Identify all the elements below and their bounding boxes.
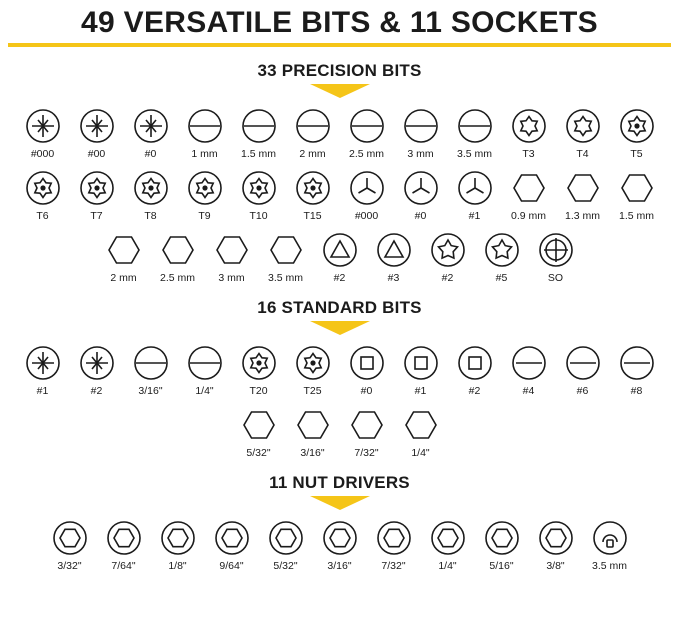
bit-row <box>0 518 679 572</box>
nut-driver-icon <box>158 518 198 558</box>
bit-label: T5 <box>630 148 643 160</box>
page-title: 49 VERSATILE BITS & 11 SOCKETS <box>81 6 598 39</box>
bit-label: 3/32" <box>57 560 82 572</box>
triangle-bit-icon <box>374 230 414 270</box>
bit-label: 3/16" <box>138 385 163 397</box>
torx-security-bit-icon <box>617 106 657 146</box>
sections-container <box>0 61 679 572</box>
hex-bit-icon <box>347 405 387 445</box>
bit-label: 1/8" <box>168 560 187 572</box>
bit-label: 7/32" <box>381 560 406 572</box>
slotted-bit-icon <box>239 106 279 146</box>
bit-item[interactable] <box>342 405 392 459</box>
bit-row <box>0 343 679 397</box>
torx-security-bit-icon <box>239 168 279 208</box>
bit-label: T15 <box>303 210 322 222</box>
bit-label: 2 mm <box>299 148 326 160</box>
hex-bit-icon <box>563 168 603 208</box>
bit-label: 3.5 mm <box>591 560 627 572</box>
bit-label: 5/32" <box>273 560 298 572</box>
bit-label: #000 <box>30 148 55 160</box>
bit-item[interactable] <box>153 518 203 572</box>
tri-wing-bit-icon <box>401 168 441 208</box>
bit-item[interactable] <box>126 343 176 397</box>
bit-row <box>0 405 679 459</box>
bit-label: T3 <box>522 148 535 160</box>
bit-label: #1 <box>414 385 427 397</box>
bit-label: 7/32" <box>354 447 379 459</box>
bit-item[interactable] <box>342 168 392 222</box>
hex-bit-icon <box>509 168 549 208</box>
bit-item[interactable] <box>558 343 608 397</box>
slotted-bit-icon <box>293 106 333 146</box>
bit-label: 2.5 mm <box>348 148 384 160</box>
hex-bit-icon <box>617 168 657 208</box>
bit-label: T20 <box>249 385 268 397</box>
down-arrow-icon <box>310 496 370 510</box>
bit-item[interactable] <box>612 106 662 160</box>
hex-bit-icon <box>212 230 252 270</box>
slotted-bit-icon <box>347 106 387 146</box>
bit-label: 2 mm <box>110 272 137 284</box>
bit-label: #2 <box>90 385 103 397</box>
bit-item[interactable] <box>72 106 122 160</box>
hex-bit-icon <box>158 230 198 270</box>
bit-label: 3/16" <box>327 560 352 572</box>
hex-bit-icon <box>104 230 144 270</box>
square-bit-icon <box>347 343 387 383</box>
bit-label: 1/4" <box>195 385 214 397</box>
bit-label: 2.5 mm <box>159 272 195 284</box>
bit-item[interactable] <box>153 230 203 284</box>
bit-label: T4 <box>576 148 589 160</box>
bit-item[interactable] <box>585 518 635 572</box>
nut-driver-icon <box>266 518 306 558</box>
nut-driver-icon <box>428 518 468 558</box>
bit-item[interactable] <box>315 230 365 284</box>
bit-item[interactable] <box>504 168 554 222</box>
bit-item[interactable] <box>207 230 257 284</box>
square-bit-icon <box>401 343 441 383</box>
bit-item[interactable] <box>531 230 581 284</box>
nut-driver-icon <box>320 518 360 558</box>
bit-item[interactable] <box>72 168 122 222</box>
bit-label: 3 mm <box>218 272 245 284</box>
bit-item[interactable] <box>180 343 230 397</box>
bit-label: #6 <box>576 385 589 397</box>
down-arrow-icon <box>310 84 370 98</box>
phillips-bit-icon <box>23 343 63 383</box>
bit-item[interactable] <box>288 343 338 397</box>
bit-row <box>0 168 679 222</box>
bit-item[interactable] <box>234 405 284 459</box>
bit-label: #5 <box>495 272 508 284</box>
bit-item[interactable] <box>99 518 149 572</box>
bit-label: 1/4" <box>438 560 457 572</box>
bit-row <box>0 230 679 284</box>
bit-label: T9 <box>198 210 211 222</box>
bit-label: 0.9 mm <box>510 210 546 222</box>
slotted-narrow-bit-icon <box>509 343 549 383</box>
bit-item[interactable] <box>126 106 176 160</box>
bit-label: T7 <box>90 210 103 222</box>
bit-label: 3.5 mm <box>267 272 303 284</box>
bit-label: 3 mm <box>407 148 434 160</box>
bit-item[interactable] <box>450 168 500 222</box>
bit-label: #8 <box>630 385 643 397</box>
slotted-bit-icon <box>185 106 225 146</box>
bit-label: #2 <box>333 272 346 284</box>
bit-label: 9/64" <box>219 560 244 572</box>
title-divider <box>8 43 671 47</box>
bit-item[interactable] <box>288 168 338 222</box>
bit-item[interactable] <box>342 106 392 160</box>
torx-bit-icon <box>509 106 549 146</box>
bit-item[interactable] <box>18 168 68 222</box>
torx-security-bit-icon <box>23 168 63 208</box>
bit-item[interactable] <box>612 343 662 397</box>
pentalobe-bit-icon <box>482 230 522 270</box>
section-heading: 11 NUT DRIVERS <box>269 473 410 492</box>
bit-label: SO <box>547 272 564 284</box>
bit-label: 1.5 mm <box>618 210 654 222</box>
bit-item[interactable] <box>288 405 338 459</box>
bit-label: #0 <box>360 385 373 397</box>
torx-security-bit-icon <box>185 168 225 208</box>
bit-label: T25 <box>303 385 322 397</box>
bit-label: #00 <box>87 148 106 160</box>
section-heading: 33 PRECISION BITS <box>257 61 422 80</box>
bit-item[interactable] <box>72 343 122 397</box>
nut-driver-icon <box>374 518 414 558</box>
torx-security-bit-icon <box>293 343 333 383</box>
bit-label: #3 <box>387 272 400 284</box>
bit-item[interactable] <box>450 343 500 397</box>
bit-item[interactable] <box>504 343 554 397</box>
bit-item[interactable] <box>234 106 284 160</box>
bit-label: #000 <box>354 210 379 222</box>
bit-label: 1/4" <box>411 447 430 459</box>
bit-item[interactable] <box>612 168 662 222</box>
bit-item[interactable] <box>369 230 419 284</box>
bit-item[interactable] <box>450 106 500 160</box>
bit-label: #2 <box>468 385 481 397</box>
bit-label: 5/32" <box>246 447 271 459</box>
tri-wing-bit-icon <box>347 168 387 208</box>
bit-label: 3.5 mm <box>456 148 492 160</box>
hex-bit-icon <box>239 405 279 445</box>
bit-item[interactable] <box>234 343 284 397</box>
bit-item[interactable] <box>396 405 446 459</box>
bit-label: 3/16" <box>300 447 325 459</box>
bit-item[interactable] <box>126 168 176 222</box>
section-heading: 16 STANDARD BITS <box>257 298 422 317</box>
bit-label: 3/8" <box>546 560 565 572</box>
torx-security-bit-icon <box>239 343 279 383</box>
torx-security-bit-icon <box>77 168 117 208</box>
bit-item[interactable] <box>234 168 284 222</box>
slotted-bit-icon <box>455 106 495 146</box>
bit-label: #2 <box>441 272 454 284</box>
bit-item[interactable] <box>396 343 446 397</box>
nut-driver-icon <box>212 518 252 558</box>
bit-label: #1 <box>468 210 481 222</box>
bit-item[interactable] <box>288 106 338 160</box>
bit-item[interactable] <box>558 106 608 160</box>
bit-item[interactable] <box>558 168 608 222</box>
bit-item[interactable] <box>18 343 68 397</box>
bit-label: T6 <box>36 210 49 222</box>
bit-label: #1 <box>36 385 49 397</box>
bit-item[interactable] <box>99 230 149 284</box>
nut-driver-icon <box>50 518 90 558</box>
slotted-bit-icon <box>185 343 225 383</box>
bit-item[interactable] <box>477 230 527 284</box>
torx-security-bit-icon <box>131 168 171 208</box>
socket-adapter-icon <box>590 518 630 558</box>
cross-slot-bit-icon <box>536 230 576 270</box>
bit-item[interactable] <box>423 518 473 572</box>
bit-label: #4 <box>522 385 535 397</box>
slotted-narrow-bit-icon <box>617 343 657 383</box>
slotted-narrow-bit-icon <box>563 343 603 383</box>
slotted-bit-icon <box>401 106 441 146</box>
hex-bit-icon <box>266 230 306 270</box>
bit-item[interactable] <box>180 106 230 160</box>
bit-item[interactable] <box>423 230 473 284</box>
bit-item[interactable] <box>207 518 257 572</box>
bit-label: 1.5 mm <box>240 148 276 160</box>
bit-item[interactable] <box>45 518 95 572</box>
nut-driver-icon <box>104 518 144 558</box>
bit-label: 7/64" <box>111 560 136 572</box>
torx-security-bit-icon <box>293 168 333 208</box>
phillips-bit-icon <box>77 343 117 383</box>
slotted-bit-icon <box>131 343 171 383</box>
bit-item[interactable] <box>261 230 311 284</box>
bit-label: T8 <box>144 210 157 222</box>
torx-bit-icon <box>563 106 603 146</box>
bit-label: 1.3 mm <box>564 210 600 222</box>
bit-label: 5/16" <box>489 560 514 572</box>
phillips-bit-icon <box>77 106 117 146</box>
bit-item[interactable] <box>180 168 230 222</box>
bit-item[interactable] <box>531 518 581 572</box>
triangle-bit-icon <box>320 230 360 270</box>
bit-item[interactable] <box>504 106 554 160</box>
bit-item[interactable] <box>18 106 68 160</box>
bit-item[interactable] <box>477 518 527 572</box>
nut-driver-icon <box>536 518 576 558</box>
bit-label: 1 mm <box>191 148 218 160</box>
pentalobe-bit-icon <box>428 230 468 270</box>
bit-row <box>0 106 679 160</box>
square-bit-icon <box>455 343 495 383</box>
bit-item[interactable] <box>369 518 419 572</box>
hex-bit-icon <box>293 405 333 445</box>
bit-label: T10 <box>249 210 268 222</box>
nut-driver-icon <box>482 518 522 558</box>
bit-label: #0 <box>144 148 157 160</box>
bit-label: #0 <box>414 210 427 222</box>
down-arrow-icon <box>310 321 370 335</box>
phillips-bit-icon <box>131 106 171 146</box>
hex-bit-icon <box>401 405 441 445</box>
bit-item[interactable] <box>342 343 392 397</box>
phillips-bit-icon <box>23 106 63 146</box>
bit-item[interactable] <box>396 168 446 222</box>
bit-item[interactable] <box>315 518 365 572</box>
tri-wing-bit-icon <box>455 168 495 208</box>
bit-item[interactable] <box>396 106 446 160</box>
bit-item[interactable] <box>261 518 311 572</box>
